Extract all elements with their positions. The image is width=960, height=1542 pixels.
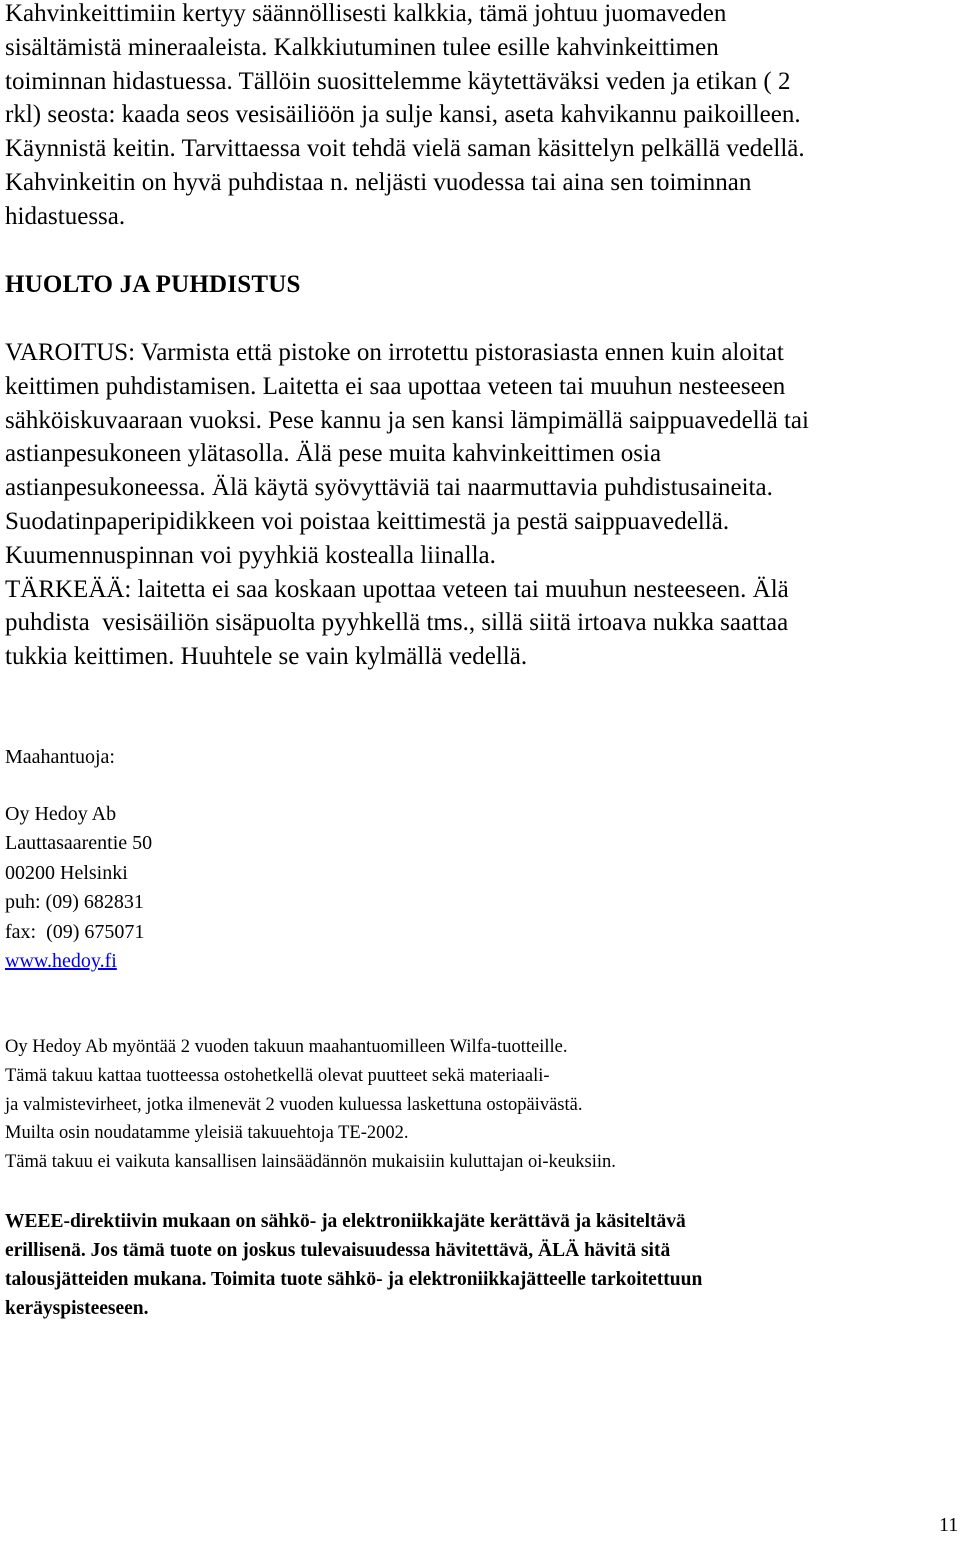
- warranty-line: Muilta osin noudatamme yleisiä takuuehtoja TE-2002.: [5, 1123, 409, 1144]
- paragraph-line: tukkia keittimen. Huuhtele se vain kylmällä vedellä.: [5, 643, 528, 671]
- paragraph-line: puhdista vesisäiliön sisäpuolta pyyhkellä tms., sillä siitä irtoava nukka saattaa: [5, 609, 789, 637]
- paragraph-line: VAROITUS: Varmista että pistoke on irrotettu pistorasiasta ennen kuin aloitat: [5, 339, 784, 366]
- paragraph-line: TÄRKEÄÄ: laitetta ei saa koskaan upottaa veteen tai muuhun nesteeseen. Älä: [5, 575, 789, 603]
- paragraph-line: astianpesukoneen ylätasolla. Älä pese muita kahvinkeittimen osia: [5, 440, 662, 468]
- weee-line: WEEE-direktiivin mukaan on sähkö- ja elektroniikkajäte kerättävä ja käsiteltävä: [5, 1211, 686, 1232]
- importer-fax: fax: (09) 675071: [5, 920, 145, 943]
- paragraph-line: toiminnan hidastuessa. Tällöin suosittelemme käytettäväksi veden ja etikan ( 2: [5, 67, 791, 95]
- importer-company: Oy Hedoy Ab: [5, 803, 117, 825]
- paragraph-line: Kahvinkeitin on hyvä puhdistaa n. neljästi vuodessa tai aina sen toiminnan: [5, 168, 752, 196]
- paragraph-line: Suodatinpaperipidikkeen voi poistaa keittimestä ja pestä saippuavedellä.: [5, 507, 730, 535]
- importer-street: Lauttasaarentie 50: [5, 832, 153, 855]
- section-heading-huolto: HUOLTO JA PUHDISTUS: [5, 271, 301, 298]
- weee-notice: [5, 1207, 957, 1323]
- weee-line: erillisenä. Jos tämä tuote on joskus tulevaisuudessa hävitettävä, ÄLÄ hävitä sitä: [5, 1240, 671, 1261]
- warranty-line: Tämä takuu kattaa tuotteessa ostohetkellä olevat puutteet sekä materiaali-: [5, 1065, 550, 1086]
- paragraph-line: sisältämistä mineraaleista. Kalkkiutuminen tulee esille kahvinkeittimen: [5, 33, 719, 61]
- maintenance-paragraph: [5, 336, 957, 674]
- paragraph-line: hidastuessa.: [5, 202, 126, 230]
- paragraph-line: Käynnistä keitin. Tarvittaessa voit tehdä vielä saman käsittelyn pelkällä vedellä.: [5, 135, 805, 163]
- weee-line: keräyspisteeseen.: [5, 1298, 149, 1319]
- importer-city: 00200 Helsinki: [5, 861, 128, 884]
- paragraph-line: rkl) seosta: kaada seos vesisäiliöön ja sulje kansi, aseta kahvikannu paikoilleen.: [5, 101, 801, 129]
- importer-label: Maahantuoja:: [5, 746, 115, 768]
- paragraph-line: Kuumennuspinnan voi pyyhkiä kostealla liinalla.: [5, 541, 496, 569]
- page-number: 11: [939, 1514, 959, 1536]
- warranty-paragraph: [5, 1033, 957, 1177]
- warranty-line: ja valmistevirheet, jotka ilmenevät 2 vuoden kuluessa laskettuna ostopäivästä.: [5, 1094, 583, 1115]
- warranty-line: Tämä takuu ei vaikuta kansallisen lainsäädännön mukaisiin kuluttajan oi-keuksiin.: [5, 1152, 616, 1173]
- warranty-line: Oy Hedoy Ab myöntää 2 vuoden takuun maahantuomilleen Wilfa-tuotteille.: [5, 1037, 568, 1057]
- paragraph-line: keittimen puhdistamisen. Laitetta ei saa upottaa veteen tai muuhun nesteeseen: [5, 372, 786, 400]
- paragraph-line: sähköiskuvaaraan vuoksi. Pese kannu ja sen kansi lämpimällä saippuavedellä tai: [5, 406, 809, 434]
- weee-line: talousjätteiden mukana. Toimita tuote sähkö- ja elektroniikkajätteelle tarkoitettuun: [5, 1269, 703, 1290]
- importer-website-link[interactable]: www.hedoy.fi: [5, 950, 117, 973]
- paragraph-line: Kahvinkeittimiin kertyy säännöllisesti kalkkia, tämä johtuu juomaveden: [5, 0, 727, 27]
- paragraph-line: astianpesukoneessa. Älä käytä syövyttäviä tai naarmuttavia puhdistusaineita.: [5, 474, 773, 502]
- descaling-paragraph: [5, 0, 957, 234]
- importer-address: [5, 800, 152, 976]
- importer-phone: puh: (09) 682831: [5, 891, 144, 914]
